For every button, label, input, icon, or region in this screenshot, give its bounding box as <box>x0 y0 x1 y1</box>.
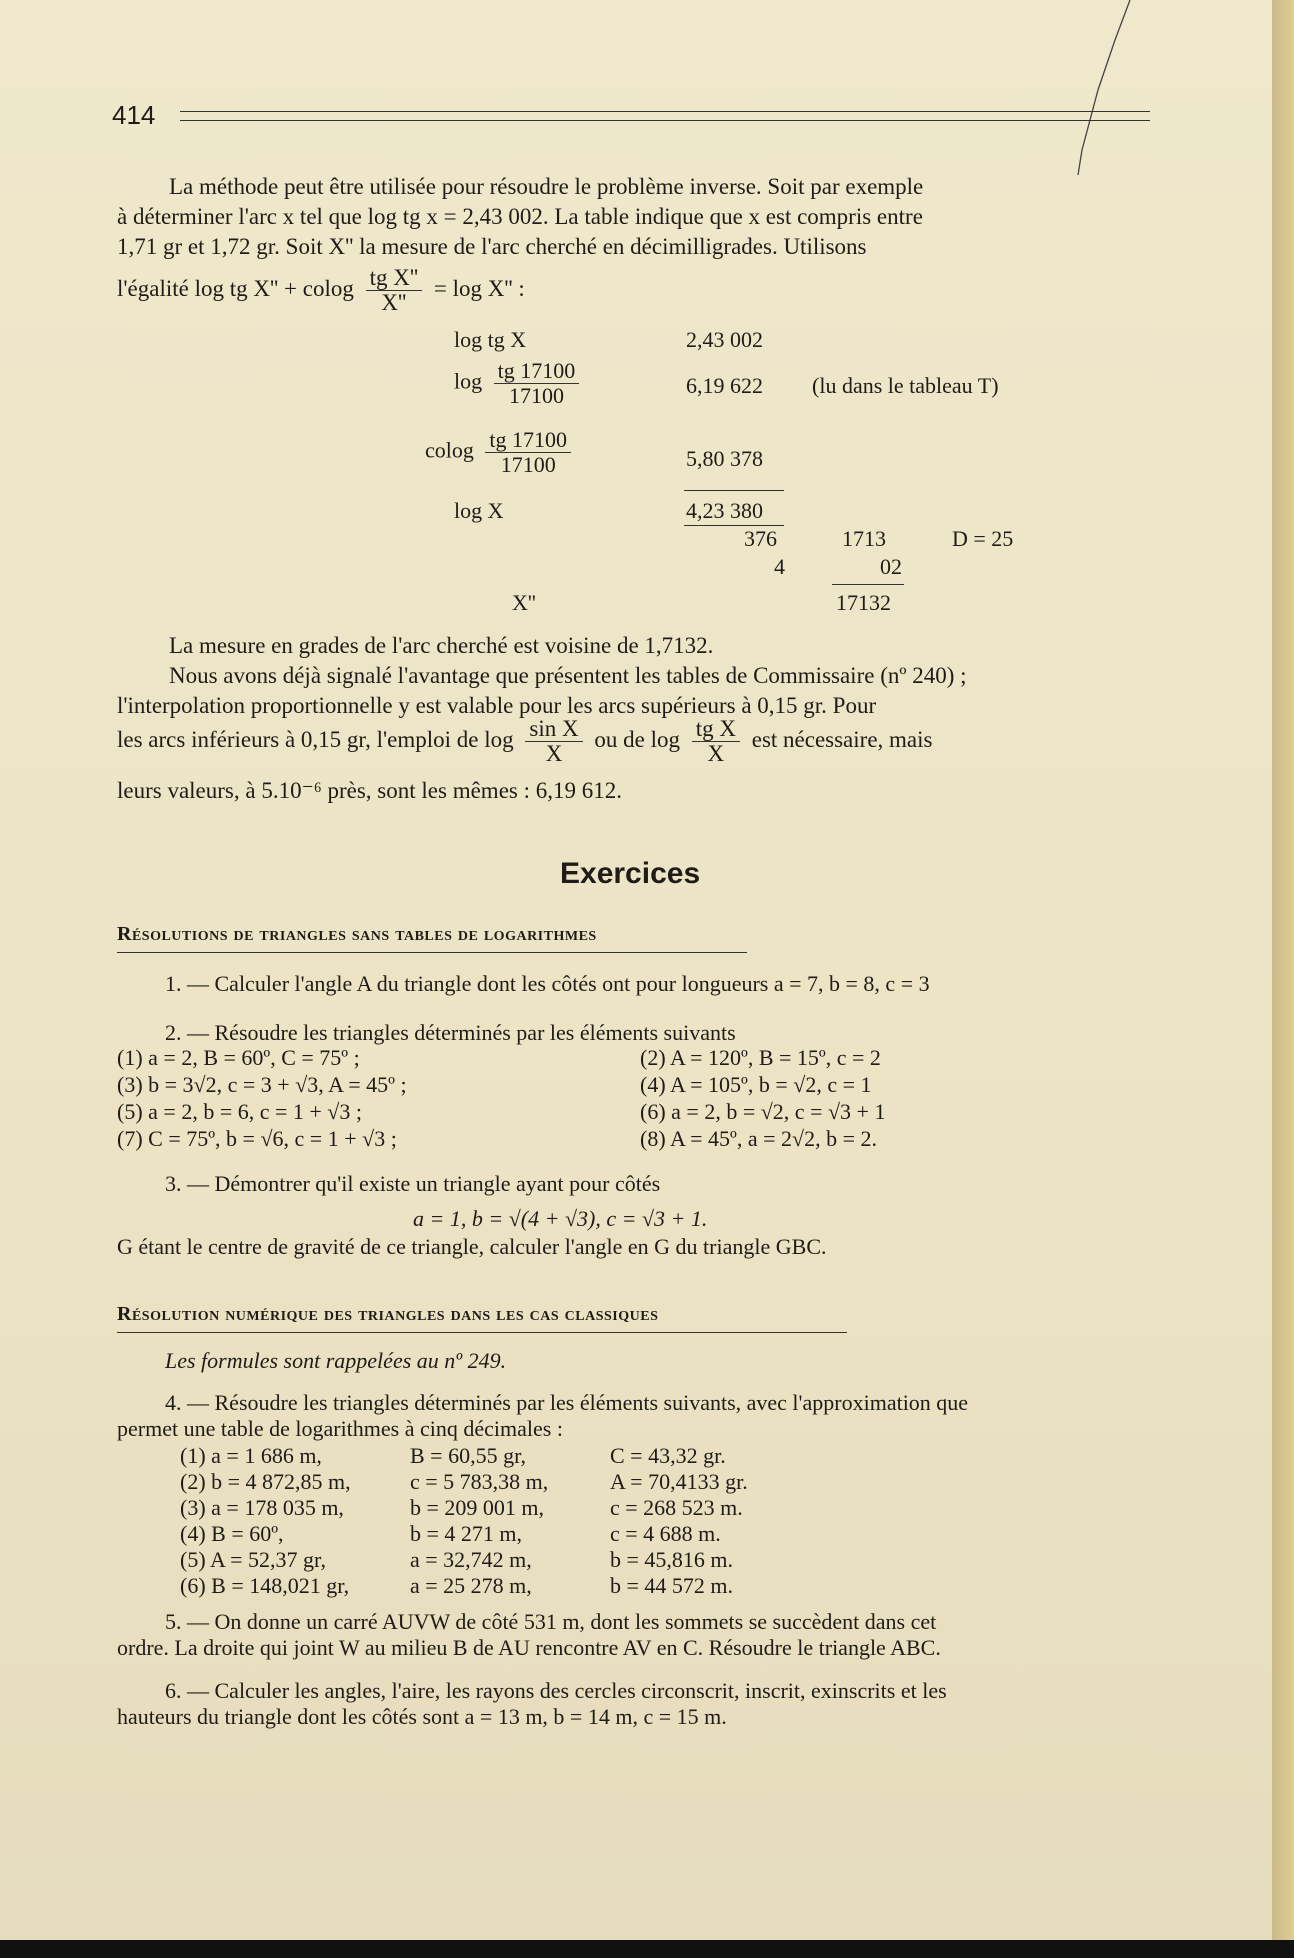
calc-row2-fraction <box>494 359 580 408</box>
ex4-row-5-b: a = 32,742 m, <box>410 1547 532 1572</box>
sin-x-fraction <box>525 717 582 766</box>
calc-row5-mid: 1713 <box>842 526 886 551</box>
exercise-2-item-4: (4) A = 105º, b = √2, c = 1 <box>640 1072 872 1097</box>
ex4-row-6-c: b = 44 572 m. <box>610 1573 734 1598</box>
exercise-4-line-1: 4. — Résoudre les triangles déterminés par les éléments suivants, avec l'approximation que <box>165 1390 969 1415</box>
paper-crease-mark <box>1020 0 1140 180</box>
calc-row3 <box>425 428 577 477</box>
calc-row2-denominator: 17100 <box>508 383 564 408</box>
exercise-6-line-1: 6. — Calculer les angles, l'aire, les rayons des cercles circonscrit, inscrit, exinscrits et les <box>165 1678 947 1703</box>
after-line-3: l'interpolation proportionnelle y est valable pour les arcs supérieurs à 0,15 gr. Pour <box>117 693 877 718</box>
after-line-5: leurs valeurs, à 5.10⁻⁶ près, sont les mêmes : 6,19 612. <box>117 778 622 803</box>
after-line-4 <box>117 717 932 766</box>
tg-x-denominator: X <box>707 741 725 766</box>
ex4-row-2-a: (2) b = 4 872,85 m, <box>180 1469 351 1494</box>
section-heading-1: Résolutions de triangles sans tables de logarithmes <box>117 923 597 945</box>
page-number: 414 <box>112 100 156 130</box>
formulas-note: Les formules sont rappelées au nº 249. <box>165 1348 507 1373</box>
calc-row3-denominator: 17100 <box>500 452 556 477</box>
exercise-6-line-2: hauteurs du triangle dont les côtés sont a = 13 m, b = 14 m, c = 15 m. <box>117 1704 727 1729</box>
exercise-2-item-5: (5) a = 2, b = 6, c = 1 + √3 ; <box>117 1099 362 1124</box>
ex4-row-5-a: (5) A = 52,37 gr, <box>180 1547 326 1572</box>
exercise-2-item-2: (2) A = 120º, B = 15º, c = 2 <box>640 1045 881 1070</box>
intro-line-3: 1,71 gr et 1,72 gr. Soit X'' la mesure de l'arc cherché en décimilligrades. Utilisons <box>117 234 867 259</box>
calc-row6-value: 4 <box>774 554 785 579</box>
intro-line-4-left: l'égalité log tg X'' + colog <box>117 275 354 301</box>
section-heading-2: Résolution numérique des triangles dans les cas classiques <box>117 1303 659 1325</box>
after-line-2: Nous avons déjà signalé l'avantage que présentent les tables de Commissaire (nº 240) ; <box>169 663 967 688</box>
intro-line-2: à déterminer l'arc x tel que log tg x = 2,43 002. La table indique que x est compris entre <box>117 204 923 229</box>
calc-row4-value: 4,23 380 <box>686 498 763 523</box>
exercise-1: 1. — Calculer l'angle A du triangle dont les côtés ont pour longueurs a = 7, b = 8, c = 3 <box>165 971 930 996</box>
after-line-4-c: est nécessaire, mais <box>751 726 933 752</box>
calc-row1-label: log tg X <box>454 327 527 352</box>
ex4-row-6-b: a = 25 278 m, <box>410 1573 532 1598</box>
calc-row5-right: D = 25 <box>952 526 1014 551</box>
calc-row2 <box>454 359 585 408</box>
calc-row1-value: 2,43 002 <box>686 327 763 352</box>
exercise-4-line-2: permet une table de logarithmes à cinq décimales : <box>117 1416 563 1441</box>
ex4-row-2-b: c = 5 783,38 m, <box>410 1469 549 1494</box>
calc-row7-mid: 17132 <box>836 590 891 615</box>
ex4-row-1-b: B = 60,55 gr, <box>410 1443 527 1468</box>
page-edge-right <box>1272 0 1294 1958</box>
calc-row3-fraction <box>485 428 571 477</box>
calc-row2-value: 6,19 622 <box>686 373 763 398</box>
exercise-3-formula: a = 1, b = √(4 + √3), c = √3 + 1. <box>413 1206 708 1231</box>
calc-result-rule <box>832 584 904 585</box>
exercise-5-line-2: ordre. La droite qui joint W au milieu B de AU rencontre AV en C. Résoudre le triangle ABC. <box>117 1635 941 1660</box>
intro-fraction-numerator: tg X'' <box>366 266 423 291</box>
calc-row2-label: log <box>454 368 483 394</box>
calc-sum-rule <box>684 490 784 491</box>
calc-row6-mid: 02 <box>880 554 902 579</box>
after-line-1: La mesure en grades de l'arc cherché est voisine de 1,7132. <box>169 633 714 658</box>
sin-x-denominator: X <box>545 741 563 766</box>
exercise-5-line-1: 5. — On donne un carré AUVW de côté 531 m, dont les sommets se succèdent dans cet <box>165 1609 937 1634</box>
ex4-row-4-a: (4) B = 60º, <box>180 1521 284 1546</box>
tg-x-fraction <box>692 717 740 766</box>
ex4-row-3-c: c = 268 523 m. <box>610 1495 743 1520</box>
sin-x-numerator: sin X <box>525 717 582 742</box>
exercise-2-item-3: (3) b = 3√2, c = 3 + √3, A = 45º ; <box>117 1072 407 1097</box>
section-rule-2 <box>117 1332 847 1333</box>
ex4-row-4-c: c = 4 688 m. <box>610 1521 721 1546</box>
calc-row5-value: 376 <box>744 526 777 551</box>
calc-row3-numerator: tg 17100 <box>485 428 571 453</box>
ex4-row-3-b: b = 209 001 m, <box>410 1495 545 1520</box>
exercise-2-item-8: (8) A = 45º, a = 2√2, b = 2. <box>640 1126 877 1151</box>
after-line-4-b: ou de log <box>594 726 680 752</box>
calc-row7-label: X'' <box>512 590 536 615</box>
ex4-row-1-a: (1) a = 1 686 m, <box>180 1443 322 1468</box>
scan-border-bottom <box>0 1940 1294 1958</box>
calc-row4-label: log X <box>454 498 504 523</box>
calc-row3-value: 5,80 378 <box>686 446 763 471</box>
exercise-3-intro: 3. — Démontrer qu'il existe un triangle ayant pour côtés <box>165 1171 661 1196</box>
ex4-row-4-b: b = 4 271 m, <box>410 1521 523 1546</box>
intro-fraction <box>366 266 423 315</box>
ex4-row-1-c: C = 43,32 gr. <box>610 1443 726 1468</box>
intro-line-4 <box>117 266 525 315</box>
tg-x-numerator: tg X <box>692 717 740 742</box>
intro-line-1: La méthode peut être utilisée pour résoudre le problème inverse. Soit par exemple <box>169 174 924 199</box>
intro-line-4-right: = log X'' : <box>433 275 525 301</box>
calc-row3-label: colog <box>425 437 474 463</box>
exercise-3-end: G étant le centre de gravité de ce triangle, calculer l'angle en G du triangle GBC. <box>117 1234 827 1259</box>
header-double-rule <box>180 111 1150 121</box>
intro-paragraph <box>117 172 1157 262</box>
exercise-2-item-1: (1) a = 2, B = 60º, C = 75º ; <box>117 1045 360 1070</box>
calc-row2-note: (lu dans le tableau T) <box>812 373 999 398</box>
intro-fraction-denominator: X'' <box>381 290 407 315</box>
ex4-row-2-c: A = 70,4133 gr. <box>610 1469 748 1494</box>
exercise-2-item-6: (6) a = 2, b = √2, c = √3 + 1 <box>640 1099 886 1124</box>
section-rule-1 <box>117 952 747 953</box>
after-paragraph <box>117 631 1157 721</box>
after-line-4-a: les arcs inférieurs à 0,15 gr, l'emploi de log <box>117 726 514 752</box>
ex4-row-3-a: (3) a = 178 035 m, <box>180 1495 344 1520</box>
ex4-row-6-a: (6) B = 148,021 gr, <box>180 1573 350 1598</box>
exercise-2-intro: 2. — Résoudre les triangles déterminés par les éléments suivants <box>165 1020 736 1045</box>
calc-row2-numerator: tg 17100 <box>494 359 580 384</box>
exercices-heading: Exercices <box>560 857 701 890</box>
exercise-2-item-7: (7) C = 75º, b = √6, c = 1 + √3 ; <box>117 1126 397 1151</box>
ex4-row-5-c: b = 45,816 m. <box>610 1547 734 1572</box>
